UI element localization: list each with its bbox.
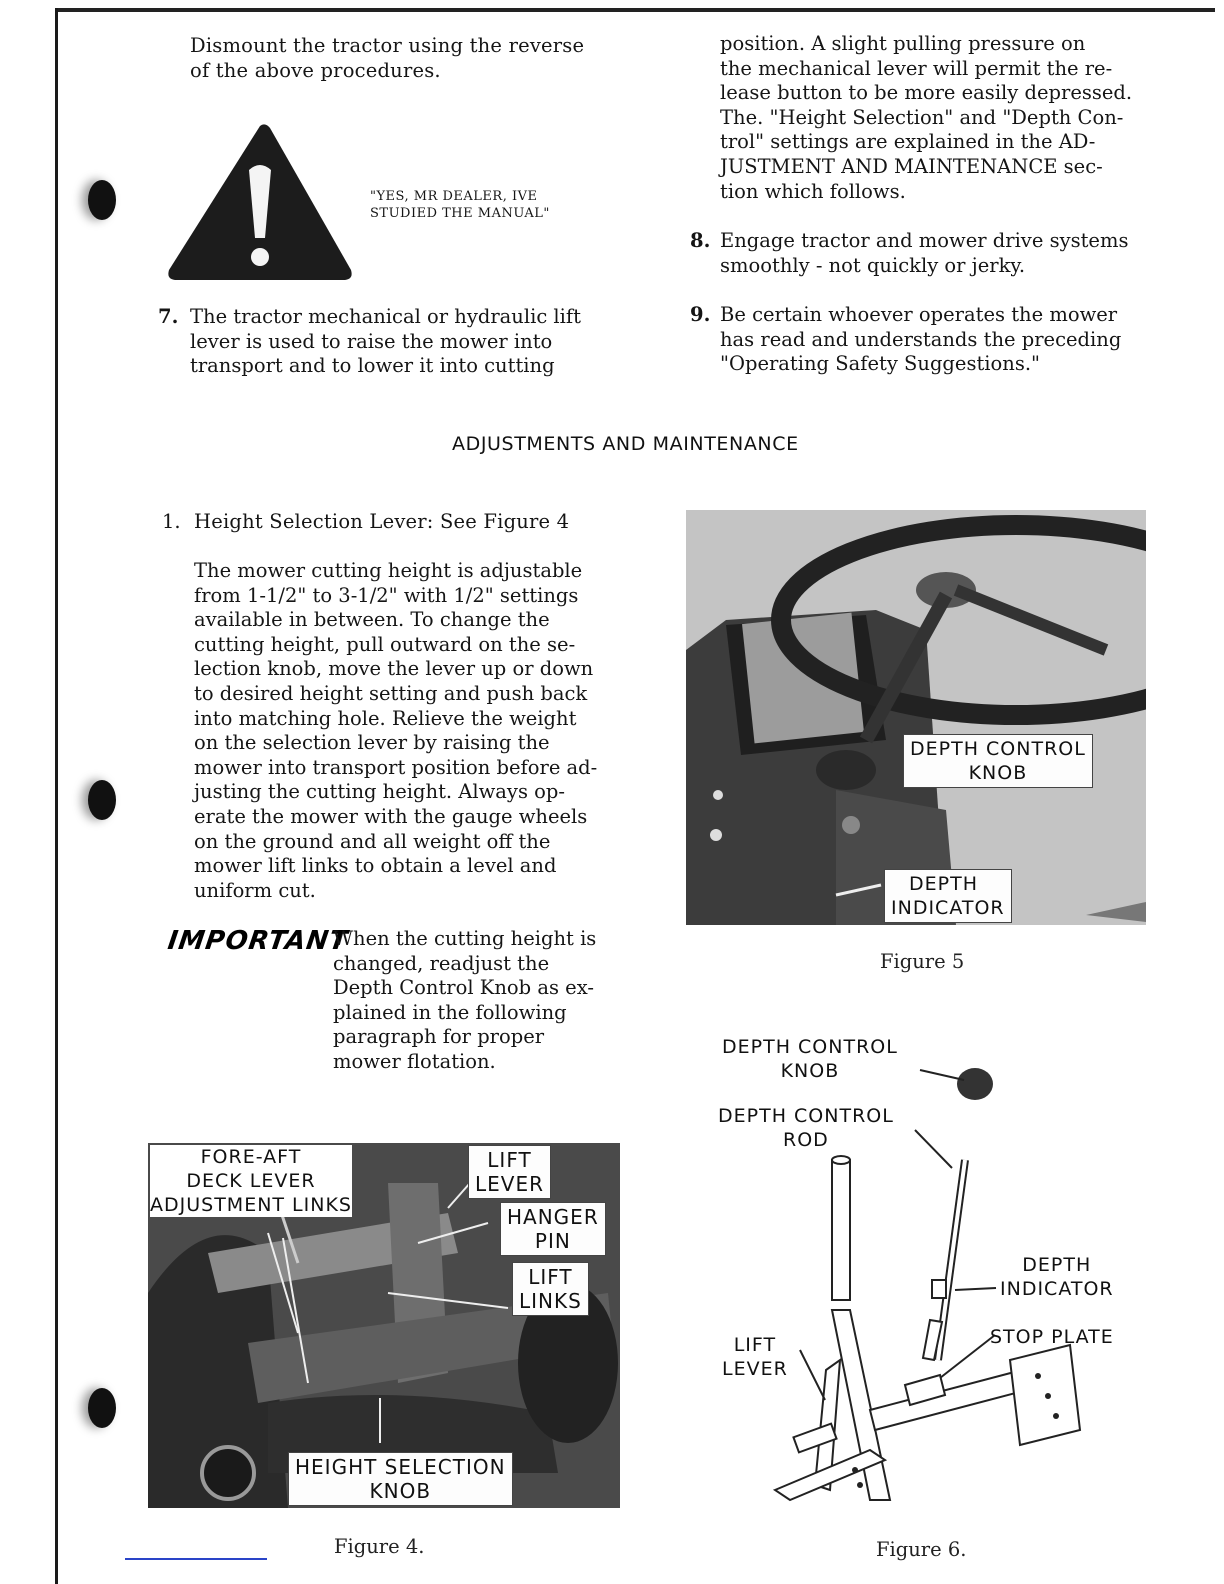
fig5-depth-control-knob-label: DEPTH CONTROL KNOB <box>903 734 1093 788</box>
top-rule <box>55 8 1215 12</box>
step-7-text: The tractor mechanical or hydraulic lift lever is used to raise the mower into transport and to lower it into cutting <box>190 305 581 378</box>
step-9-number: 9. <box>690 303 711 326</box>
figure-5-caption: Figure 5 <box>880 950 965 973</box>
step-8-text: Engage tractor and mower drive systems smoothly - not quickly or jerky. <box>720 229 1129 277</box>
fig6-depth-control-knob-label: DEPTH CONTROL KNOB <box>722 1036 898 1082</box>
fig6-depth-control-rod-label: DEPTH CONTROL ROD <box>718 1105 894 1151</box>
adjust-1-title: Height Selection Lever: See Figure 4 <box>194 510 570 533</box>
important-label: IMPORTANT <box>165 926 351 956</box>
adjust-1-number: 1. <box>162 510 181 533</box>
fig6-lift-lever-label: LIFT LEVER <box>722 1334 788 1380</box>
figure-5-photo <box>686 510 1146 925</box>
important-text: When the cutting height is changed, readjust the Depth Control Knob as ex- plained in the following paragraph for proper mower flotation. <box>333 927 597 1073</box>
step-7-number: 7. <box>158 305 179 328</box>
fig5-depth-indicator-label: DEPTH INDICATOR <box>884 869 1012 923</box>
binder-hole-2 <box>88 780 116 820</box>
binder-hole-1 <box>88 180 116 220</box>
left-edge-rule <box>55 8 58 1584</box>
fig6-depth-indicator-label: DEPTH INDICATOR <box>1000 1254 1114 1300</box>
step-9-text: Be certain whoever operates the mower has read and understands the preceding "Operating Safety Suggestions." <box>720 303 1122 376</box>
cartoon-caption: "YES, MR DEALER, IVE STUDIED THE MANUAL" <box>370 189 550 221</box>
fig4-height-selection-knob-label: HEIGHT SELECTION KNOB <box>288 1452 513 1506</box>
lift-lever-continuation: position. A slight pulling pressure on the mechanical lever will permit the re- lease button to be more easily depressed. The. "Height Selection" and "Depth Con- trol" settings are explained in the AD- JUSTMENT AND MAINTENANCE sec- tion which follows. <box>720 32 1133 203</box>
tractor-dash-illustration <box>686 510 1146 925</box>
fig4-lift-lever-label: LIFT LEVER <box>468 1145 551 1199</box>
figure-4-caption: Figure 4. <box>334 1535 425 1558</box>
figure-6-caption: Figure 6. <box>876 1538 967 1561</box>
fig6-stop-plate-label: STOP PLATE <box>990 1326 1114 1348</box>
section-heading: ADJUSTMENTS AND MAINTENANCE <box>452 433 799 455</box>
height-selection-body: The mower cutting height is adjustable from 1-1/2" to 3-1/2" with 1/2" settings available in between. To change the cutting height, pull outward on the se- lection knob, move the lever up or down to desired height setting and push back into matching hole. Relieve the weight on the selection lever by raising the mower into transport position before ad- justing the cutting height. Always op- erate the mower with the gauge wheels on the ground and all weight off the mower lift links to obtain a level and uniform cut. <box>194 559 598 902</box>
fig4-lift-links-label: LIFT LINKS <box>512 1262 589 1316</box>
step-8-number: 8. <box>690 229 711 252</box>
warning-triangle-icon <box>165 120 355 285</box>
dismount-paragraph: Dismount the tractor using the reverse of the above procedures. <box>190 34 585 82</box>
fig4-fore-aft-label: FORE-AFT DECK LEVER ADJUSTMENT LINKS <box>150 1146 352 1216</box>
binder-hole-3 <box>88 1388 116 1428</box>
footer-link-underline <box>125 1558 267 1560</box>
fig4-hanger-pin-label: HANGER PIN <box>500 1202 606 1256</box>
